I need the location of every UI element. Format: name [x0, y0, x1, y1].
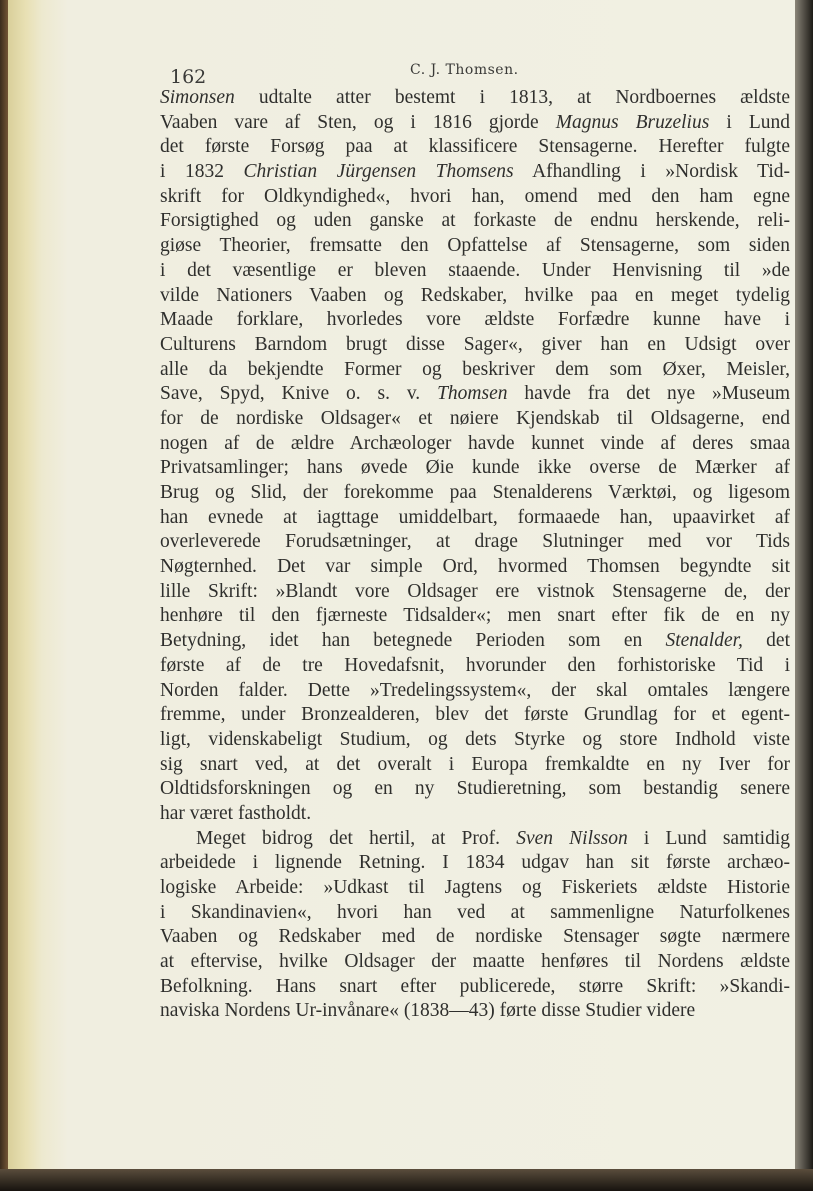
text-line: [160, 629, 790, 654]
text-line: [160, 901, 790, 926]
body-text: [160, 86, 790, 1024]
text-line: [160, 284, 790, 309]
text-line: [160, 975, 790, 1000]
text-segment: arbeidede i lignende Retning. I 1834 udgav han sit første archæo-: [160, 852, 790, 874]
italic-name: Simonsen: [160, 87, 235, 108]
text-segment: Betydning, idet han betegnede Perioden som en: [160, 630, 666, 652]
text-line: [160, 777, 790, 802]
text-segment: i Lund samtidig: [627, 827, 790, 849]
page-right-edge: [795, 0, 813, 1191]
text-line: [160, 481, 790, 506]
text-line: [160, 728, 790, 753]
text-line: [160, 506, 790, 531]
text-line: [160, 555, 790, 580]
text-segment: overleverede Forudsætninger, at drage Slutninger med vor Tids: [160, 531, 790, 553]
text-segment: Privatsamlinger; hans øvede Øie kunde ikke overse de Mærker af: [160, 457, 790, 479]
text-segment: første af de tre Hovedafsnit, hvorunder den forhistoriske Tid i: [160, 654, 790, 676]
text-segment: vilde Nationers Vaaben og Redskaber, hvilke paa en meget tydelig: [160, 284, 790, 306]
text-line: [160, 925, 790, 950]
text-segment: Meget bidrog det hertil, at Prof.: [196, 827, 517, 849]
text-line: [160, 530, 790, 555]
text-line: [160, 580, 790, 605]
text-segment: Forsigtighed og uden ganske at forkaste de endnu herskende, reli-: [160, 210, 790, 232]
text-segment: Vaaben vare af Sten, og i 1816 gjorde: [160, 111, 556, 133]
text-line: [160, 753, 790, 778]
text-segment: Oldtidsforskningen og en ny Studieretning, som bestandig senere: [160, 778, 790, 800]
text-line: [160, 679, 790, 704]
text-line: [160, 358, 790, 383]
text-segment: giøse Theorier, fremsatte den Opfattelse af Stensagerne, som siden: [160, 235, 790, 257]
text-segment: sig snart ved, at det overalt i Europa fremkaldte en ny Iver for: [160, 753, 790, 775]
text-segment: nogen af de ældre Archæologer havde kunnet vinde af deres smaa: [160, 432, 790, 454]
page-bottom-edge: [0, 1169, 813, 1191]
text-segment: henhøre til den fjærneste Tidsalder«; men snart efter fik de en ny: [160, 605, 790, 627]
text-line: [160, 950, 790, 975]
text-segment: for de nordiske Oldsager« et nøiere Kjendskab til Oldsagerne, end: [160, 407, 790, 429]
text-segment: har været fastholdt.: [160, 802, 312, 824]
text-line: [160, 802, 790, 827]
text-line: [160, 382, 790, 407]
running-head: C. J. Thomsen.: [410, 62, 519, 78]
text-segment: Vaaben og Redskaber med de nordiske Stensager søgte nærmere: [160, 926, 790, 948]
text-segment: udtalte atter bestemt i 1813, at Nordboernes ældste: [234, 87, 790, 108]
text-line: [160, 111, 790, 136]
text-line: [160, 999, 790, 1024]
text-segment: Culturens Barndom brugt disse Sager«, giver han en Udsigt over: [160, 333, 790, 355]
text-segment: det første Forsøg paa at klassificere Stensagerne. Herefter fulgte: [160, 136, 790, 158]
text-segment: Afhandling i »Nordisk Tid-: [513, 161, 791, 183]
text-line: [160, 456, 790, 481]
text-segment: i Skandinavien«, hvori han ved at sammenligne Naturfolkenes: [160, 901, 790, 923]
text-line: [160, 407, 790, 432]
text-line: [160, 308, 790, 333]
text-segment: Maade forklare, hvorledes vore ældste Forfædre kunne have i: [160, 309, 790, 331]
text-segment: Befolkning. Hans snart efter publicerede, større Skrift: »Skandi-: [160, 975, 790, 997]
text-line: [160, 851, 790, 876]
text-line: [160, 86, 790, 111]
text-line: [160, 234, 790, 259]
text-segment: i Lund: [709, 111, 791, 133]
text-line: [160, 876, 790, 901]
italic-name: Thomsen: [437, 383, 508, 405]
text-line: [160, 703, 790, 728]
italic-name: Christian Jürgensen Thomsens: [243, 161, 514, 183]
text-segment: han evnede at iagttage umiddelbart, formaaede han, upaavirket af: [160, 506, 790, 528]
text-segment: lille Skrift: »Blandt vore Oldsager ere vistnok Stensagerne de, der: [160, 580, 790, 602]
text-segment: naviska Nordens Ur-invånare« (1838—43) førte disse Studier videre: [160, 1000, 696, 1022]
text-segment: havde fra det nye »Museum: [507, 383, 790, 405]
text-segment: Save, Spyd, Knive o. s. v.: [160, 383, 438, 405]
italic-name: Magnus Bruzelius: [555, 111, 710, 133]
page-header: [170, 62, 790, 88]
text-line: [160, 160, 790, 185]
italic-name: Stenalder,: [665, 630, 743, 652]
text-line: [160, 209, 790, 234]
text-segment: ligt, videnskabeligt Studium, og dets Styrke og store Indhold viste: [160, 728, 790, 750]
text-segment: alle da bekjendte Former og beskriver dem som Øxer, Meisler,: [160, 358, 790, 380]
text-segment: Nøgternhed. Det var simple Ord, hvormed Thomsen begyndte sit: [160, 556, 790, 578]
text-line: [160, 604, 790, 629]
text-line: [160, 185, 790, 210]
text-line: [160, 654, 790, 679]
text-line: [160, 432, 790, 457]
text-line: [160, 827, 790, 852]
text-segment: at eftervise, hvilke Oldsager der maatte henføres til Nordens ældste: [160, 951, 790, 973]
page-number: 162: [170, 66, 207, 88]
text-line: [160, 135, 790, 160]
text-segment: Brug og Slid, der forekomme paa Stenalderens Værktøi, og ligesom: [160, 482, 790, 503]
text-segment: skrift for Oldkyndighed«, hvori han, omend med den ham egne: [160, 185, 790, 207]
text-segment: fremme, under Bronzealderen, blev det første Grundlag for et egent-: [160, 704, 790, 726]
text-segment: Norden falder. Dette »Tredelingssystem«, der skal omtales længere: [160, 679, 790, 701]
text-line: [160, 333, 790, 358]
text-segment: det: [742, 630, 790, 652]
text-segment: logiske Arbeide: »Udkast til Jagtens og Fiskeriets ældste Historie: [160, 877, 790, 898]
italic-name: Sven Nilsson: [516, 827, 628, 849]
text-line: [160, 259, 790, 284]
text-segment: i det væsentlige er bleven staaende. Under Henvisning til »de: [160, 259, 790, 281]
text-segment: i 1832: [160, 161, 244, 183]
